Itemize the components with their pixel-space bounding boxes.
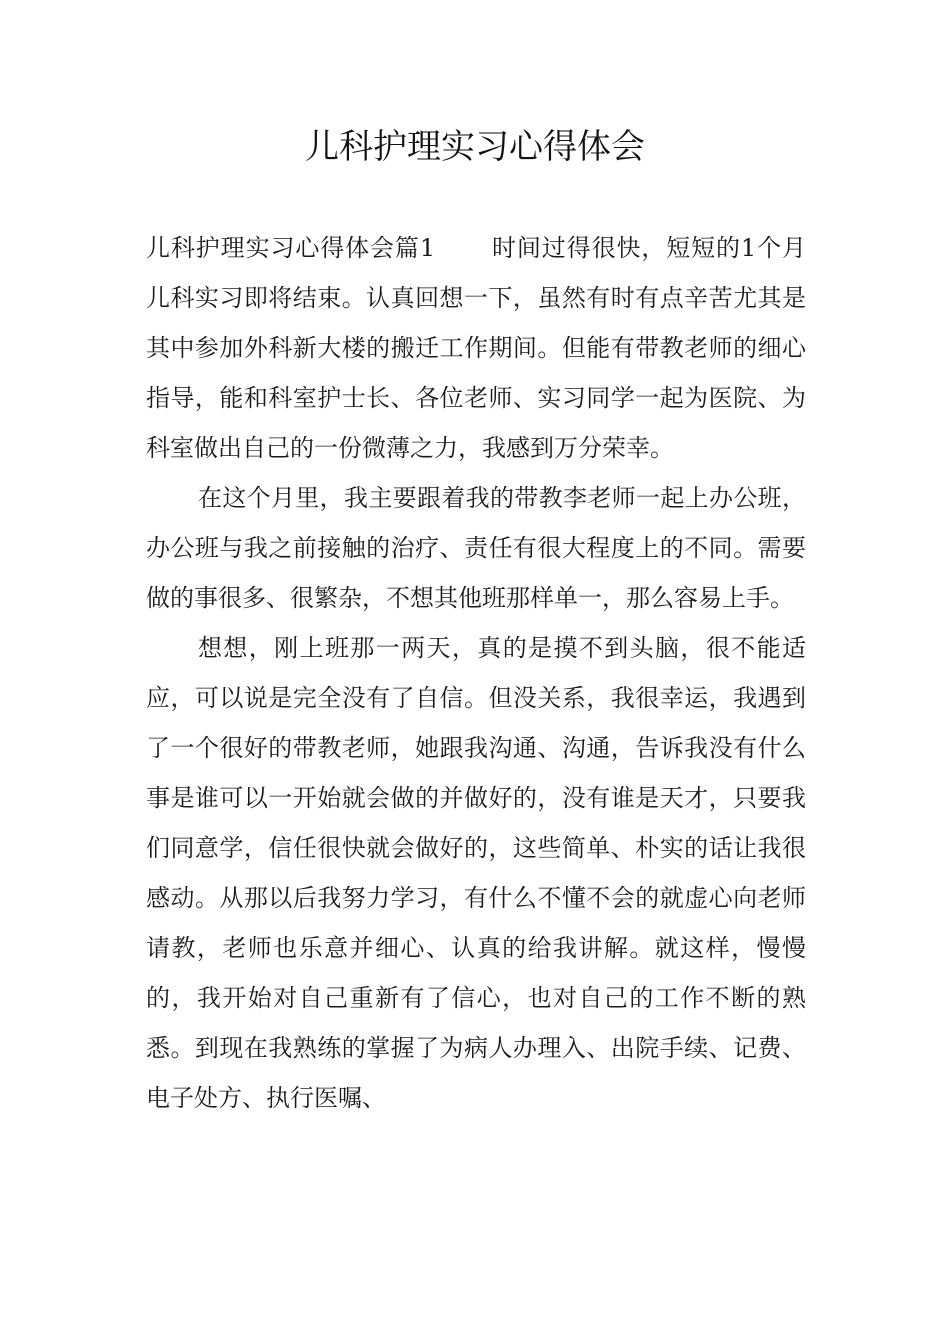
document-body [146, 223, 806, 1123]
paragraph-2: 在这个月里，我主要跟着我的带教李老师一起上办公班，办公班与我之前接触的治疗、责任有很大程度上的不同。需要做的事很多、很繁杂，不想其他班那样单一，那么容易上手。 [146, 484, 806, 612]
paragraph-3: 想想，刚上班那一两天，真的是摸不到头脑，很不能适应，可以说是完全没有了自信。但没关系，我很幸运，我遇到了一个很好的带教老师，她跟我沟通、沟通，告诉我没有什么事是谁可以一开始就会做的并做好的，没有谁是天才，只要我们同意学，信任很快就会做好的，这些简单、朴实的话让我很感动。从那以后我努力学习，有什么不懂不会的就虚心向老师请教，老师也乐意并细心、认真的给我讲解。就这样，慢慢的，我开始对自己重新有了信心，也对自己的工作不断的熟悉。到现在我熟练的掌握了为病人办理入、出院手续、记费、电子处方、执行医嘱、 [146, 634, 806, 1112]
document-title: 儿科护理实习心得体会 [305, 127, 645, 167]
section-heading: 儿科护理实习心得体会篇1 [146, 234, 436, 262]
paragraph-1 [146, 223, 806, 473]
paragraph-1-text: 时间过得很快，短短的1个月儿科实习即将结束。认真回想一下，虽然有时有点辛苦尤其是其中参加外科新大楼的搬迁工作期间。但能有带教老师的细心指导，能和科室护士长、各位老师、实习同学一起为医院、为科室做出自己的一份微薄之力，我感到万分荣幸。 [146, 234, 806, 462]
